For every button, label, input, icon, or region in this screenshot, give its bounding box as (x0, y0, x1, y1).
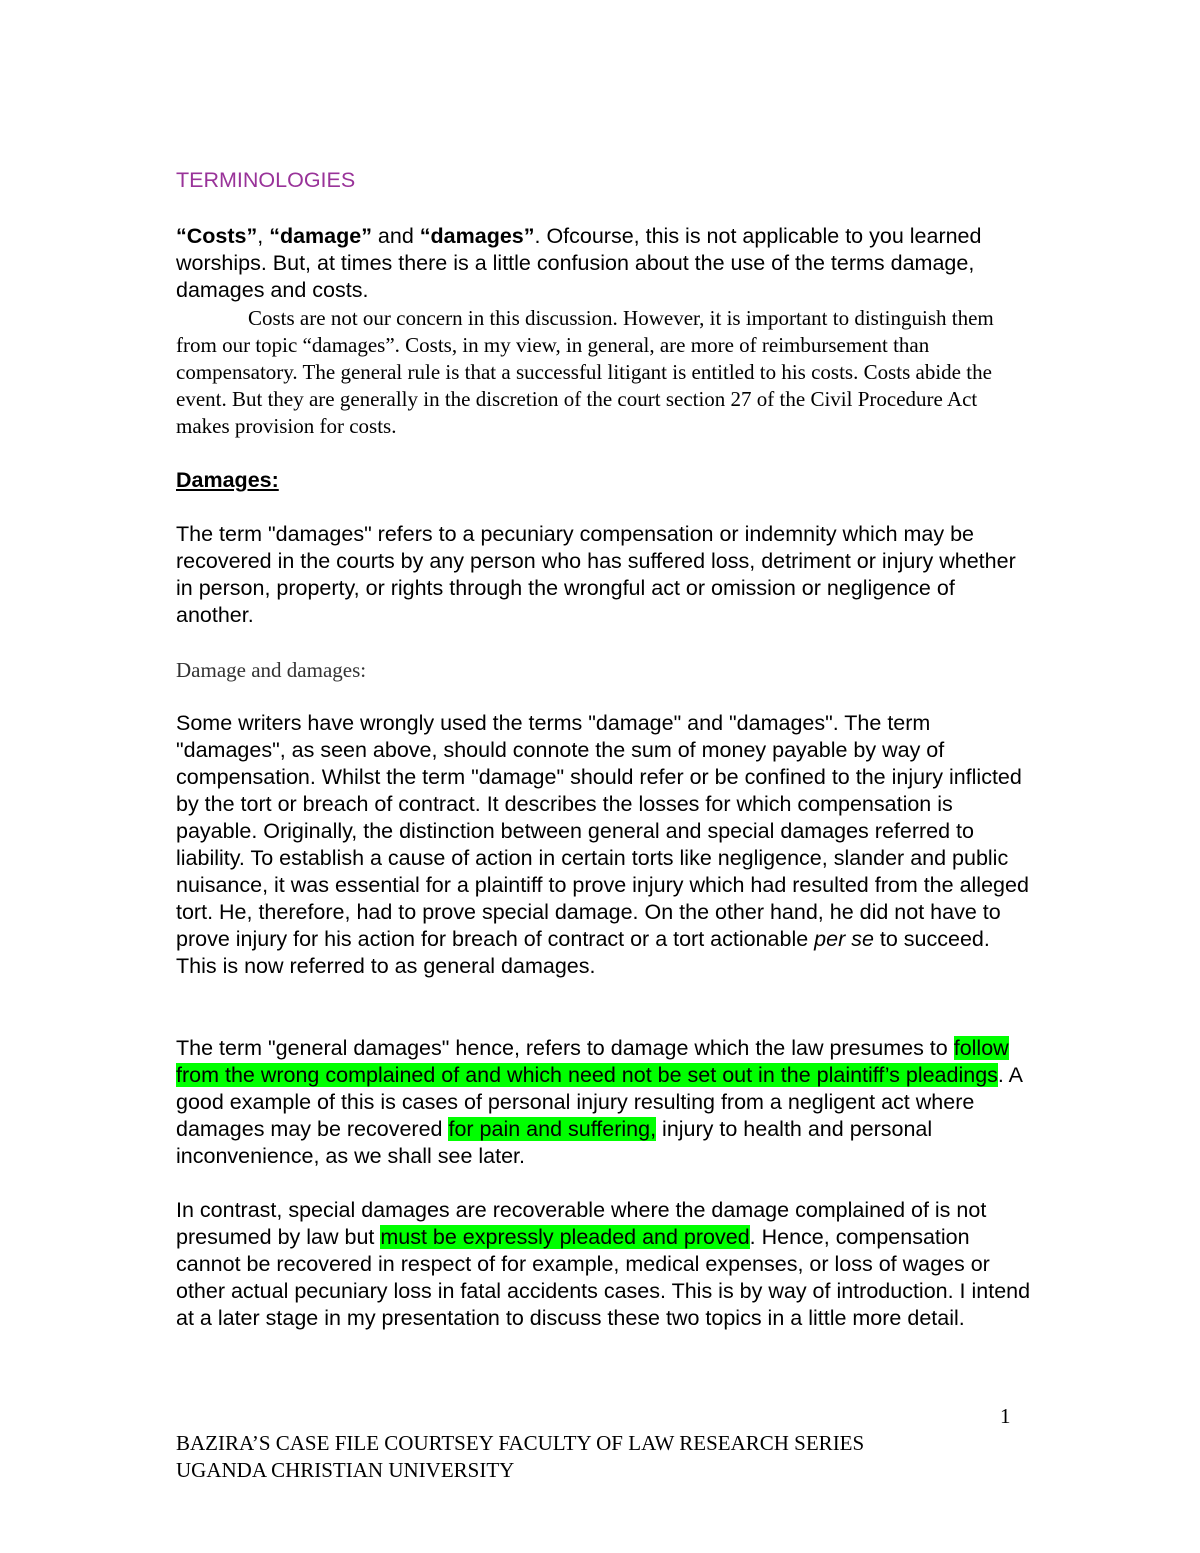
footer-line-1: BAZIRA’S CASE FILE COURTSEY FACULTY OF LAW RESEARCH SERIES (176, 1431, 865, 1455)
footer-line-2: UGANDA CHRISTIAN UNIVERSITY (176, 1458, 515, 1482)
special-damages-paragraph (176, 1197, 1036, 1332)
general-damages-paragraph (176, 1035, 1036, 1170)
per-se-italic: per se (814, 927, 874, 951)
highlight-text-2: for pain and suffering, (448, 1117, 657, 1141)
and-text: and (371, 224, 420, 248)
page-number: 1 (1000, 1404, 1011, 1428)
damage-and-damages-heading: Damage and damages: (176, 658, 367, 682)
special-damages-text: In contrast, special damages are recoverable where the damage complained of is not presumed by law but (176, 1198, 987, 1249)
damage-term: “damage” (269, 224, 372, 248)
damages-term: “damages” (419, 224, 535, 248)
damages-heading (176, 467, 1036, 494)
writers-text-end: to succeed. This is now referred to as general damages. (176, 927, 990, 978)
damages-definition: The term "damages" refers to a pecuniary compensation or indemnity which may be recovered in the courts by any person who has suffered loss, detriment or injury whether in person, property, or rights through the wrongful act or omission or negligence of another. (176, 522, 1016, 627)
page-footer (176, 1430, 864, 1484)
damages-heading-text: Damages: (176, 468, 279, 492)
intro-paragraph (176, 223, 1036, 304)
writers-text: Some writers have wrongly used the terms "damage" and "damages". The term "damages", as seen above, should connote the sum of money payable by way of compensation. Whilst the term "damage" should refer or be confined to the injury inflicted by the tort or breach of contract. It describes the losses for which compensation is payable. Originally, the distinction between general and special damages referred to liability. To establish a cause of action in certain torts like negligence, slander and public nuisance, it was essential for a plaintiff to prove injury which had resulted from the alleged tort. He, therefore, had to prove special damage. On the other hand, he did not have to prove injury for his action for breach of contract or a tort actionable (176, 711, 1029, 951)
general-damages-text-2: . A good example of this is cases of personal injury resulting from a negligent act where damages may be recovered (176, 1063, 1022, 1141)
writers-paragraph (176, 710, 1036, 980)
costs-paragraph: Costs are not our concern in this discussion. However, it is important to distinguish them from our topic “damages”. Costs, in my view, in general, are more of reimbursement than compensatory. The general rule is that a successful litigant is entitled to his costs. Costs abide the event. But they are generally in the discretion of the court section 27 of the Civil Procedure Act makes provision for costs. (176, 306, 994, 438)
highlight-text-3: must be expressly pleaded and proved (380, 1225, 750, 1249)
general-damages-text-3: injury to health and personal inconvenience, as we shall see later. (176, 1117, 933, 1168)
section-heading: TERMINOLOGIES (176, 168, 356, 192)
general-damages-text: The term "general damages" hence, refers to damage which the law presumes to (176, 1036, 954, 1060)
costs-term: “Costs” (176, 224, 258, 248)
intro-rest: . Ofcourse, this is not applicable to you learned worships. But, at times there is a little confusion about the use of the terms damage, damages and costs. (176, 224, 982, 302)
separator: , (257, 224, 270, 248)
special-damages-text-2: . Hence, compensation cannot be recovered in respect of for example, medical expenses, or loss of wages or other actual pecuniary loss in fatal accidents cases. This is by way of introduction. I intend at a later stage in my presentation to discuss these two topics in a little more detail. (176, 1225, 1031, 1330)
highlight-text: follow from the wrong complained of and which need not be set out in the plaintiff’s pleadings (176, 1036, 1009, 1087)
